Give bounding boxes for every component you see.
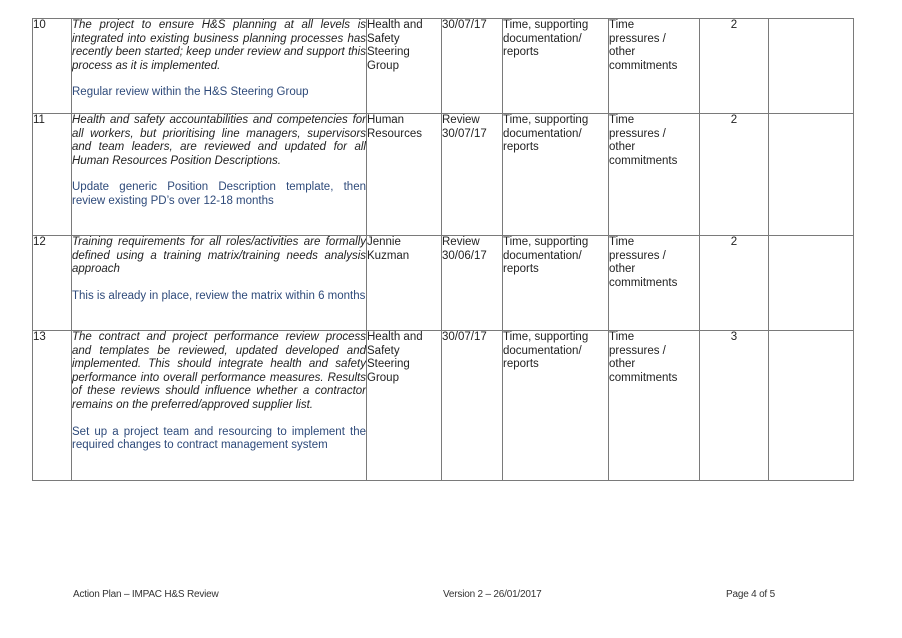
task-cell — [72, 236, 367, 331]
row-number: 10 — [33, 19, 72, 114]
footer-version: Version 2 – 26/01/2017 — [443, 589, 542, 600]
responsible-owner: Jennie Kuzman — [367, 236, 442, 331]
risk-constraints: Time pressures / other commitments — [609, 19, 700, 114]
priority-value: 2 — [700, 236, 769, 331]
priority-value: 3 — [700, 331, 769, 481]
row-number: 12 — [33, 236, 72, 331]
notes-cell — [769, 331, 854, 481]
due-date: 30/07/17 — [442, 331, 503, 481]
task-cell — [72, 114, 367, 236]
row-number: 11 — [33, 114, 72, 236]
table-row — [33, 236, 854, 331]
notes-cell — [769, 236, 854, 331]
risk-constraints: Time pressures / other commitments — [609, 331, 700, 481]
risk-constraints: Time pressures / other commitments — [609, 114, 700, 236]
task-action: This is already in place, review the matrix within 6 months — [72, 289, 366, 302]
footer-document-title: Action Plan – IMPAC H&S Review — [73, 589, 219, 600]
task-description: Health and safety accountabilities and competencies for all workers, but prioritising line managers, supervisors and team leaders, are reviewed and updated for all Human Resources Position Descriptions. — [72, 114, 366, 167]
task-cell — [72, 331, 367, 481]
risk-constraints: Time pressures / other commitments — [609, 236, 700, 331]
resources-required: Time, supporting documentation/ reports — [503, 331, 609, 481]
table-row — [33, 19, 854, 114]
notes-cell — [769, 19, 854, 114]
task-description: The project to ensure H&S planning at all levels is integrated into existing business planning processes has recently been started; keep under review and support this process as it is implemented. — [72, 19, 366, 72]
priority-value: 2 — [700, 19, 769, 114]
task-action: Set up a project team and resourcing to implement the required changes to contract management system — [72, 425, 366, 452]
footer-page-number: Page 4 of 5 — [726, 589, 775, 600]
responsible-owner: Health and Safety Steering Group — [367, 331, 442, 481]
due-date: Review 30/07/17 — [442, 114, 503, 236]
task-action: Update generic Position Description template, then review existing PD’s over 12-18 months — [72, 181, 366, 207]
responsible-owner: Human Resources — [367, 114, 442, 236]
priority-value: 2 — [700, 114, 769, 236]
responsible-owner: Health and Safety Steering Group — [367, 19, 442, 114]
table-row — [33, 114, 854, 236]
notes-cell — [769, 114, 854, 236]
due-date: 30/07/17 — [442, 19, 503, 114]
due-date: Review 30/06/17 — [442, 236, 503, 331]
resources-required: Time, supporting documentation/ reports — [503, 114, 609, 236]
action-plan-table — [32, 18, 854, 481]
task-action: Regular review within the H&S Steering Group — [72, 86, 309, 99]
row-number: 13 — [33, 331, 72, 481]
resources-required: Time, supporting documentation/ reports — [503, 236, 609, 331]
table-row — [33, 331, 854, 481]
task-description: The contract and project performance review process and templates be reviewed, updated developed and implemented. This should integrate health and safety performance into overall performance measures. Results of these reviews should influence whether a contractor remains on the preferred/approved supplier list. — [72, 331, 366, 411]
task-description: Training requirements for all roles/activities are formally defined using a training matrix/training needs analysis approach — [72, 236, 366, 276]
resources-required: Time, supporting documentation/ reports — [503, 19, 609, 114]
task-cell — [72, 19, 367, 114]
